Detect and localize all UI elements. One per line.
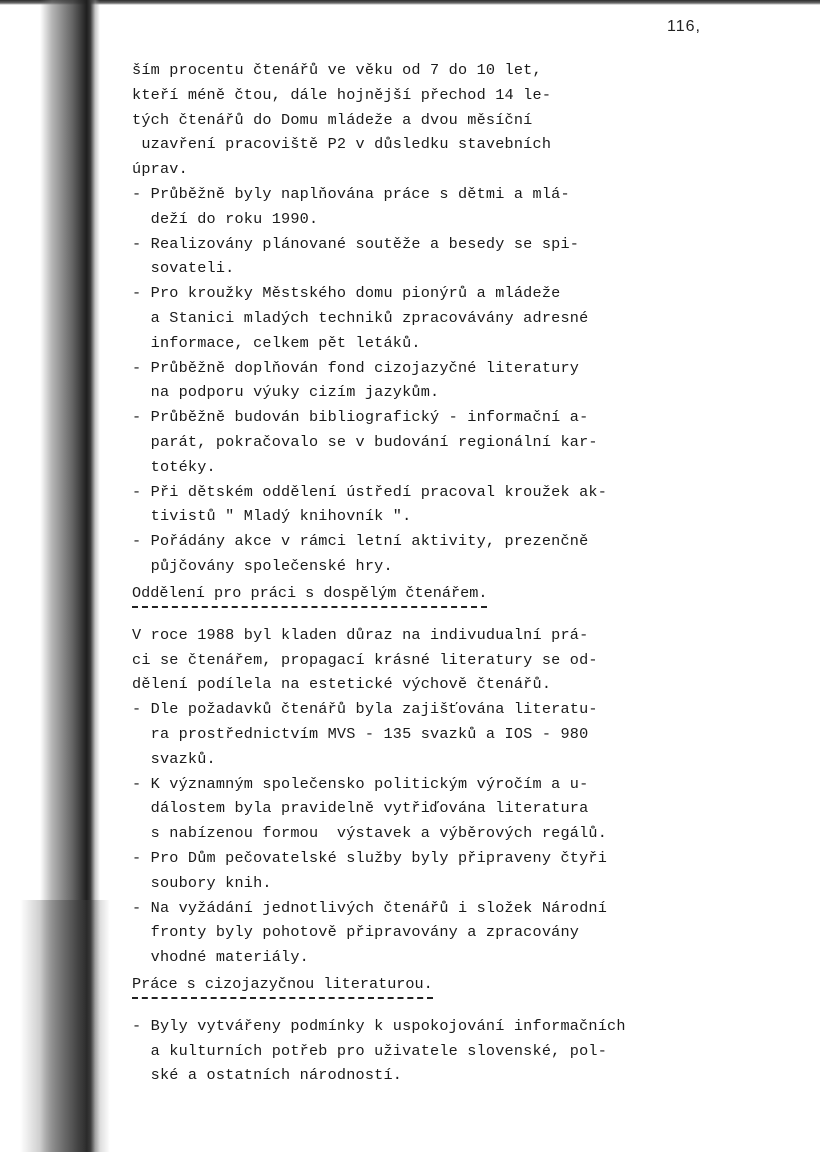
list-item bbox=[132, 405, 692, 479]
book-binding-shadow-bottom bbox=[20, 900, 110, 1152]
list-item bbox=[132, 772, 692, 846]
text-line: - Realizovány plánované soutěže a besedy se spi- bbox=[132, 234, 580, 253]
text-line: ra prostřednictvím MVS - 135 svazků a IOS - 980 bbox=[132, 724, 589, 743]
text-line: - Dle požadavků čtenářů byla zajišťována literatu- bbox=[132, 700, 598, 719]
list-item bbox=[132, 356, 692, 406]
text-line: soubory knih. bbox=[132, 873, 272, 892]
text-line: půjčovány společenské hry. bbox=[132, 556, 393, 575]
list-item bbox=[132, 697, 692, 771]
list-item bbox=[132, 896, 692, 970]
list-item bbox=[132, 846, 692, 896]
text-line: - Pro kroužky Městského domu pionýrů a mládeže bbox=[132, 284, 561, 303]
text-line: ším procentu čtenářů ve věku od 7 do 10 let, bbox=[132, 61, 542, 79]
text-line: deží do roku 1990. bbox=[132, 209, 319, 228]
text-line: s nabízenou formou výstavek a výběrových regálů. bbox=[132, 824, 608, 843]
text-line: dělení podílela na estetické výchově čtenářů. bbox=[132, 675, 552, 694]
text-line: ci se čtenářem, propagací krásné literatury se od- bbox=[132, 650, 598, 669]
text-line: a Stanici mladých techniků zpracovávány adresné bbox=[132, 308, 589, 327]
adult-activity-list bbox=[132, 697, 692, 970]
list-item bbox=[132, 232, 692, 282]
adult-section-paragraph bbox=[132, 623, 692, 697]
text-line: - Pro Dům pečovatelské služby byly připraveny čtyři bbox=[132, 848, 608, 867]
document-body bbox=[132, 58, 692, 1088]
list-item bbox=[132, 281, 692, 355]
text-line: dálostem byla pravidelně vytřiďována literatura bbox=[132, 799, 589, 818]
list-item bbox=[132, 480, 692, 530]
text-line: tých čtenářů do Domu mládeže a dvou měsíční bbox=[132, 110, 533, 129]
text-line: sovateli. bbox=[132, 259, 235, 278]
list-item bbox=[132, 529, 692, 579]
text-line: - Průběžně doplňován fond cizojazyčné literatury bbox=[132, 358, 580, 377]
section-heading-adult-readers: Oddělení pro práci s dospělým čtenářem. bbox=[132, 581, 487, 608]
text-line: fronty byly pohotově připravovány a zpracovány bbox=[132, 923, 580, 942]
text-line: úprav. bbox=[132, 160, 188, 179]
text-line: informace, celkem pět letáků. bbox=[132, 333, 421, 352]
text-line: parát, pokračovalo se v budování regionální kar- bbox=[132, 432, 598, 451]
scan-top-edge bbox=[0, 0, 820, 5]
text-line: - Pořádány akce v rámci letní aktivity, prezenčně bbox=[132, 532, 589, 551]
text-line: tivistů " Mladý knihovník ". bbox=[132, 507, 412, 526]
text-line: svazků. bbox=[132, 749, 216, 768]
foreign-literature-list bbox=[132, 1014, 692, 1088]
children-activity-list bbox=[132, 182, 692, 579]
text-line: uzavření pracoviště P2 v důsledku stavebních bbox=[132, 135, 552, 154]
page-number: 116, bbox=[667, 18, 701, 35]
text-line: na podporu výuky cizím jazykům. bbox=[132, 383, 440, 402]
text-line: V roce 1988 byl kladen důraz na indivudualní prá- bbox=[132, 625, 589, 644]
section-heading-wrapper bbox=[132, 579, 692, 609]
section-heading-wrapper bbox=[132, 970, 692, 1000]
intro-paragraph bbox=[132, 58, 692, 182]
text-line: totéky. bbox=[132, 457, 216, 476]
text-line: vhodné materiály. bbox=[132, 948, 309, 967]
list-item bbox=[132, 182, 692, 232]
text-line: - K významným společensko politickým výročím a u- bbox=[132, 774, 589, 793]
text-line: - Byly vytvářeny podmínky k uspokojování informačních bbox=[132, 1016, 626, 1035]
list-item bbox=[132, 1014, 692, 1088]
text-line: kteří méně čtou, dále hojnější přechod 14 le- bbox=[132, 85, 552, 104]
text-line: - Při dětském oddělení ústředí pracoval kroužek ak- bbox=[132, 482, 608, 501]
text-line: - Průběžně budován bibliografický - informační a- bbox=[132, 408, 589, 427]
section-heading-foreign-literature: Práce s cizojazyčnou literaturou. bbox=[132, 972, 433, 999]
text-line: - Na vyžádání jednotlivých čtenářů i složek Národní bbox=[132, 898, 608, 917]
text-line: ské a ostatních národností. bbox=[132, 1066, 403, 1085]
text-line: a kulturních potřeb pro uživatele slovenské, pol- bbox=[132, 1041, 608, 1060]
text-line: - Průběžně byly naplňována práce s dětmi a mlá- bbox=[132, 184, 570, 203]
